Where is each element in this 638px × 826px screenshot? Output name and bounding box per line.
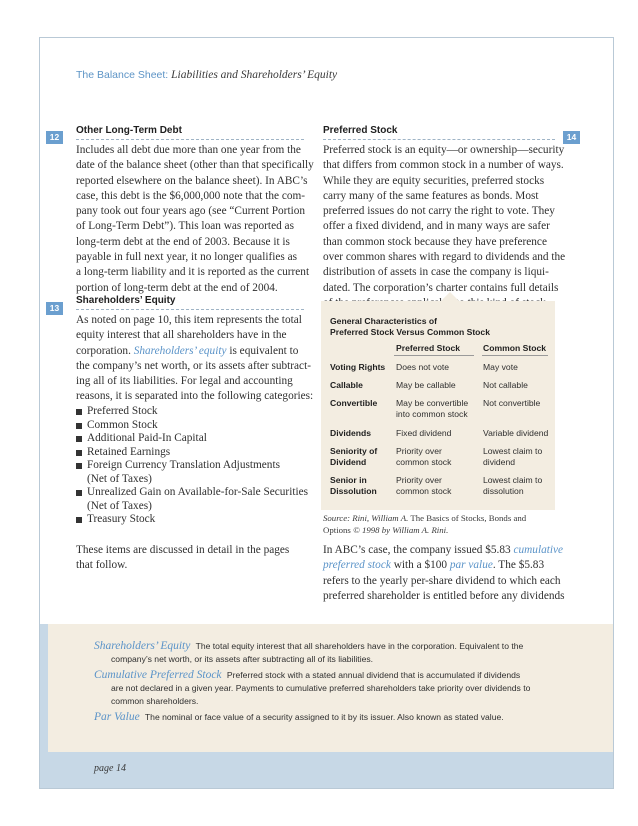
long-term-debt-body — [76, 143, 314, 296]
list-item-label: Treasury Stock — [87, 513, 156, 525]
bullet-icon — [76, 490, 82, 496]
table-title-line: General Characteristics of — [330, 316, 437, 326]
term-preferred-stock: preferred stock — [323, 559, 391, 572]
text-line: ing all of its liabilities. For legal and accounting — [76, 375, 293, 388]
list-item-label: Common Stock — [87, 418, 158, 431]
text-segment: In ABC’s case, the company issued $5.83 — [323, 544, 511, 556]
text-line: long-term debt at the end of 2003. Because it is — [76, 235, 290, 248]
list-item-continuation: (Net of Taxes) — [87, 472, 152, 485]
text-line: distribution of assets in case the company is liqui- — [323, 266, 549, 279]
text-line: than common stock because they have preference — [323, 235, 547, 248]
list-item — [76, 405, 308, 419]
table-cell: May vote — [483, 362, 518, 372]
bullet-icon — [76, 450, 82, 456]
table-cell — [396, 475, 451, 496]
table-row-label: Convertible — [330, 398, 378, 408]
abc-case-text — [323, 543, 565, 604]
table-cell-line: dividend — [483, 456, 516, 467]
table-row-label — [330, 475, 377, 496]
text-segment: corporation. — [76, 344, 131, 357]
term-cumulative: cumulative — [513, 544, 564, 556]
rule-long-term-debt — [76, 139, 304, 140]
table-source — [323, 512, 526, 536]
list-item — [76, 446, 308, 460]
glossary-line — [94, 669, 530, 682]
table-row-label — [330, 446, 377, 467]
list-item-label: Unrealized Gain on Available-for-Sale Securities — [87, 486, 309, 498]
table-title-line: Preferred Stock Versus Common Stock — [330, 327, 490, 337]
table-cell: Fixed dividend — [396, 428, 452, 438]
preferred-stock-body — [323, 143, 565, 311]
table-row-label-line: Senior in — [330, 475, 367, 485]
text-line — [323, 558, 565, 573]
glossary-definition: Preferred stock with a stated annual dividend that is accumulated if dividends — [226, 670, 521, 680]
table-cell-line: dissolution — [483, 485, 524, 496]
text-line — [323, 543, 565, 558]
text-line: reported elsewhere on the balance sheet). In ABC’s — [76, 174, 308, 187]
list-item-label: Retained Earnings — [87, 445, 171, 458]
glossary-line: common shareholders. — [111, 696, 199, 706]
list-item-label: Preferred Stock — [87, 405, 158, 417]
source-text: © 1998 by William A. Rini. — [353, 525, 449, 535]
text-segment: is equivalent to — [229, 344, 299, 357]
text-line — [76, 344, 313, 359]
column-rule — [482, 355, 548, 356]
text-line: carry many of the same features as bonds. Most — [323, 189, 539, 202]
text-line: of Long-Term Debt”). This loan was reported as — [76, 220, 294, 233]
bullet-icon — [76, 423, 82, 429]
list-item — [76, 459, 308, 473]
text-line: refers to the yearly per-share dividend to which each — [323, 574, 561, 587]
table-cell: Not convertible — [483, 398, 541, 408]
table-row-label: Callable — [330, 380, 363, 390]
source-book: The Basics of Stocks, Bonds and — [410, 513, 527, 523]
glossary-entry — [94, 640, 523, 666]
table-row-label-line: Dissolution — [330, 485, 377, 496]
bullet-icon — [76, 463, 82, 469]
table-cell — [483, 446, 542, 467]
text-line: While they are equity securities, preferred stocks — [323, 174, 545, 187]
text-line: pany took out four years ago (see “Current Portion — [76, 205, 306, 218]
text-line: payable in full next year, it no longer qualifies as — [76, 251, 298, 264]
runner-subtitle: Liabilities and Shareholders’ Equity — [171, 69, 338, 81]
equity-categories-list — [76, 405, 308, 527]
table-cell-line: Lowest claim to — [483, 475, 543, 485]
text-line: equity interest that all shareholders have in the — [76, 329, 287, 342]
text-line: reasons, it is separated into the following categories: — [76, 390, 314, 403]
table-cell-line: common stock — [396, 456, 452, 467]
glossary-entry — [94, 669, 530, 708]
list-item-label: Additional Paid-In Capital — [87, 432, 207, 444]
glossary-definition: The nominal or face value of a security assigned to it by its issuer. Also known as stated value. — [144, 712, 504, 722]
bullet-icon — [76, 436, 82, 442]
text-line: These items are discussed in detail in the pages — [76, 544, 290, 556]
text-line: offer a fixed dividend, and in many ways are safer — [323, 220, 550, 233]
glossary-term: Par Value — [94, 711, 140, 723]
glossary-line: are not declared in a given year. Payments to cumulative preferred shareholders take priority over dividends to — [111, 683, 531, 693]
table-cell: May be callable — [396, 380, 456, 390]
rule-shareholders-equity — [76, 309, 304, 310]
table-cell: Does not vote — [396, 362, 450, 372]
glossary-line — [94, 711, 504, 724]
heading-preferred-stock: Preferred Stock — [323, 125, 398, 136]
text-line: a long-term liability and it is reported as the current — [76, 266, 310, 279]
list-item-continuation: (Net of Taxes) — [87, 499, 152, 512]
table-cell — [483, 475, 542, 496]
text-line: As noted on page 10, this item represents the total — [76, 314, 302, 326]
text-line: date of the balance sheet (other than that specifically — [76, 159, 314, 172]
badge-12: 12 — [46, 131, 63, 144]
glossary-definition: The total equity interest that all shareholders have in the corporation. Equivalent to the — [195, 641, 524, 651]
equity-closing-text — [76, 543, 289, 574]
text-line: Includes all debt due more than one year from the — [76, 144, 301, 156]
table-cell-line: Priority over — [396, 475, 442, 485]
column-header-common: Common Stock — [483, 343, 547, 353]
table-cell-line: May be convertible — [396, 398, 469, 408]
list-item-label: Foreign Currency Translation Adjustments — [87, 459, 280, 471]
heading-long-term-debt: Other Long-Term Debt — [76, 125, 182, 136]
glossary-entry — [94, 711, 504, 724]
table-row-label: Dividends — [330, 428, 372, 438]
source-text: Source: Rini, William A. — [323, 513, 409, 523]
text-line: the company’s net worth, or its assets after subtract- — [76, 359, 311, 372]
glossary-line — [94, 640, 523, 653]
badge-13: 13 — [46, 302, 63, 315]
table-cell — [396, 398, 468, 419]
column-rule — [394, 355, 474, 356]
text-line: case, this debt is the $6,000,000 note that the com- — [76, 189, 306, 202]
text-line: over common shares with regard to dividends and the — [323, 251, 566, 264]
text-line: preferred issues do not carry the right to vote. They — [323, 205, 555, 218]
table-row-label-line: Dividend — [330, 456, 367, 467]
text-line: that differs from common stock in a number of ways. — [323, 159, 564, 172]
text-line: portion of long-term debt at the end of 2004. — [76, 281, 278, 294]
badge-14: 14 — [563, 131, 580, 144]
text-line: dated. The corporation’s charter contains full details — [323, 281, 559, 294]
bullet-icon — [76, 409, 82, 415]
table-cell-line: Lowest claim to — [483, 446, 543, 456]
term-par-value: par value — [449, 559, 493, 572]
table-cell: Not callable — [483, 380, 528, 390]
glossary-line: company’s net worth, or its assets after subtracting all of its liabilities. — [111, 654, 374, 664]
text-segment: . The $5.83 — [492, 559, 545, 572]
text-line: Preferred stock is an equity—or ownership—security — [323, 144, 565, 156]
table-cell-line: common stock — [396, 485, 452, 496]
source-line — [323, 512, 526, 524]
table-cell — [396, 446, 451, 467]
text-segment: with a $100 — [393, 559, 448, 572]
text-line: that follow. — [76, 559, 128, 572]
page-number: page 14 — [94, 763, 126, 774]
table-cell-line: Priority over — [396, 446, 442, 456]
list-item — [76, 486, 308, 500]
column-header-preferred: Preferred Stock — [396, 343, 461, 353]
list-item — [76, 432, 308, 446]
glossary-term: Shareholders’ Equity — [94, 640, 191, 652]
running-header — [76, 69, 337, 81]
table-title — [330, 316, 490, 338]
glossary-term: Cumulative Preferred Stock — [94, 669, 222, 681]
runner-section: The Balance Sheet: — [76, 69, 169, 81]
rule-preferred-stock — [323, 139, 555, 140]
term-shareholders-equity: Shareholders’ equity — [133, 344, 227, 357]
list-item — [76, 513, 308, 527]
source-book: Options — [323, 525, 351, 535]
table-row-label: Voting Rights — [330, 362, 386, 372]
heading-shareholders-equity: Shareholders’ Equity — [76, 295, 176, 306]
bullet-icon — [76, 517, 82, 523]
source-line — [323, 524, 526, 536]
shareholders-equity-body — [76, 313, 313, 405]
text-line: preferred shareholder is entitled before any dividends — [323, 589, 565, 602]
table-row-label-line: Seniority of — [330, 446, 378, 456]
list-item — [76, 419, 308, 433]
table-cell-line: into common stock — [396, 408, 468, 419]
table-cell: Variable dividend — [483, 428, 549, 438]
